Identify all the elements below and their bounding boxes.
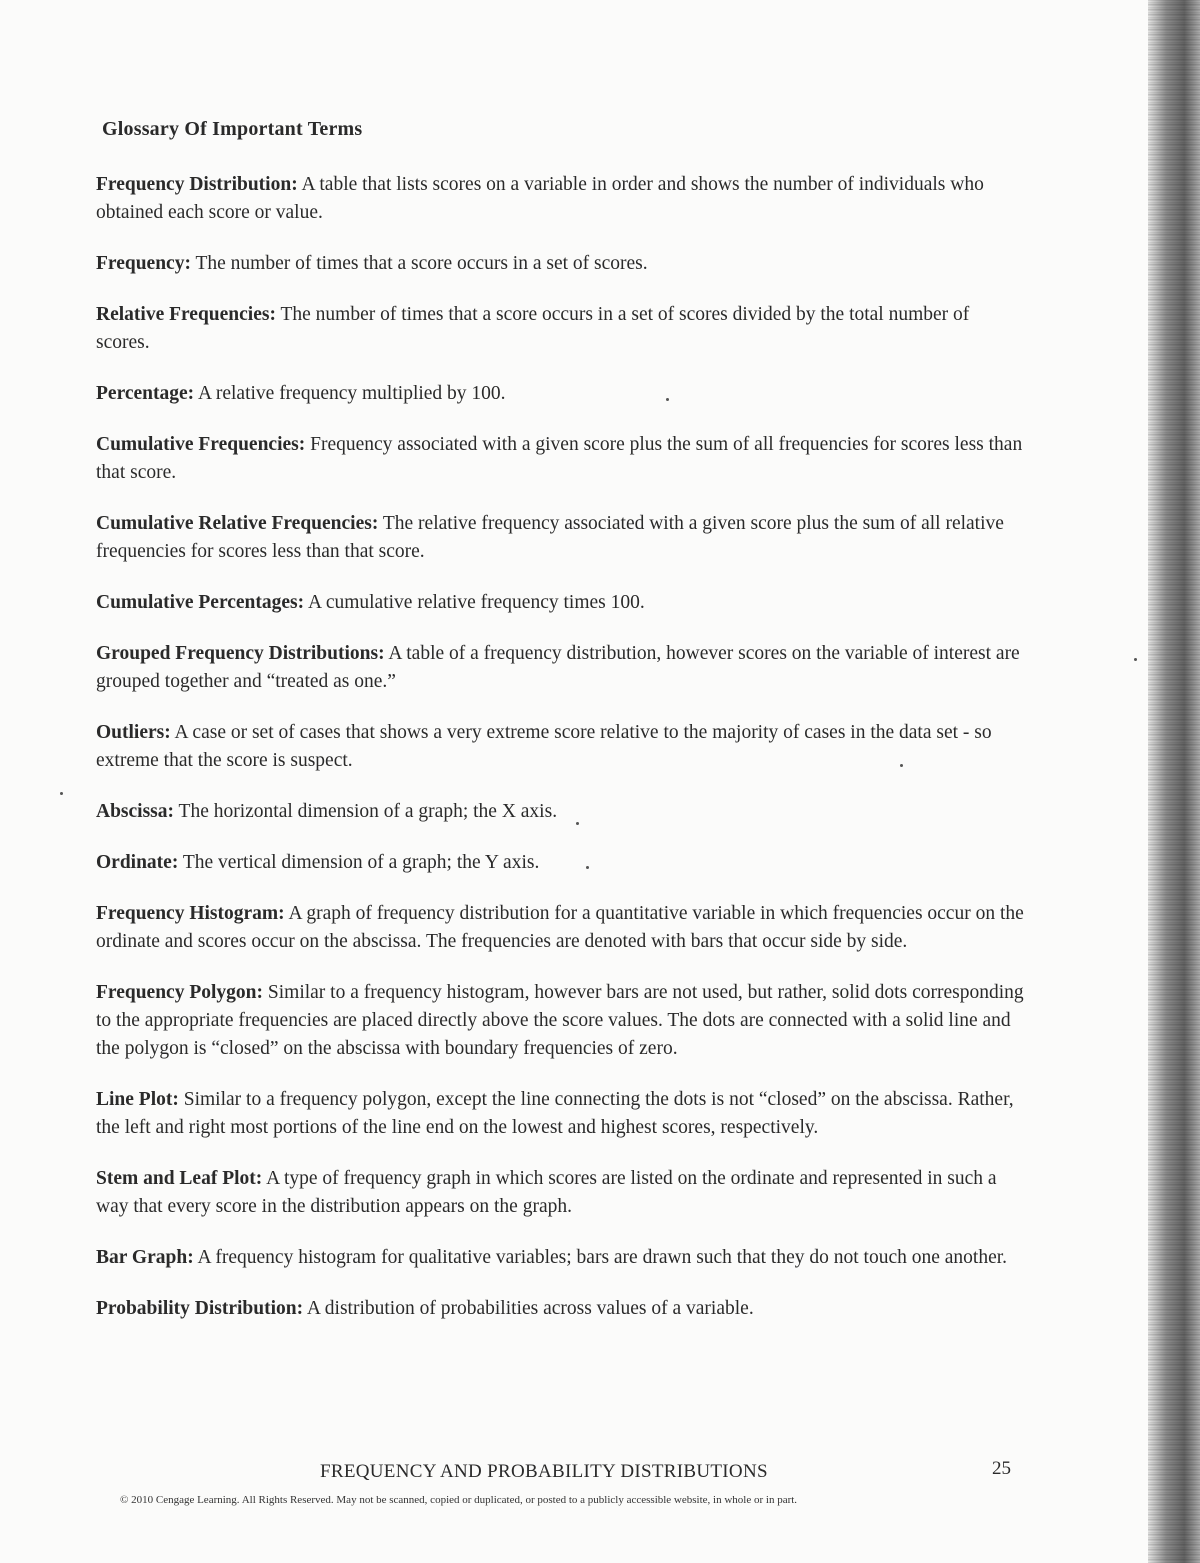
glossary-definition: Frequency associated with a given score plus the sum of all frequencies for scores less than that score.: [96, 434, 1023, 483]
glossary-entry: [96, 1244, 1026, 1272]
glossary-definition: The horizontal dimension of a graph; the X axis.: [174, 801, 558, 822]
glossary-entry: [96, 589, 1026, 617]
scan-edge-shadow: [1148, 0, 1200, 1563]
glossary-entry: [96, 640, 1026, 696]
glossary-term: Grouped Frequency Distributions:: [96, 643, 385, 664]
glossary-title: Glossary Of Important Terms: [102, 118, 363, 140]
glossary-term: Probability Distribution:: [96, 1298, 304, 1319]
glossary-term: Bar Graph:: [96, 1247, 194, 1268]
glossary-term: Frequency:: [96, 253, 191, 274]
glossary-term: Relative Frequencies:: [96, 304, 276, 325]
glossary-definition: The vertical dimension of a graph; the Y axis.: [178, 852, 540, 873]
glossary-definition: The number of times that a score occurs in a set of scores divided by the total number of scores.: [96, 304, 970, 353]
glossary-definition: A frequency histogram for qualitative variables; bars are drawn such that they do not touch one another.: [193, 1247, 1008, 1268]
glossary-entry: [96, 250, 1026, 278]
glossary-term: Cumulative Percentages:: [96, 592, 305, 613]
glossary-term: Outliers:: [96, 722, 171, 743]
glossary-definition: A case or set of cases that shows a very extreme score relative to the majority of cases in the data set - so extreme that the score is suspect.: [96, 722, 992, 771]
glossary-entry: [96, 510, 1026, 566]
glossary-entry: [96, 1086, 1026, 1142]
glossary-entry: [96, 979, 1026, 1063]
glossary-term: Cumulative Frequencies:: [96, 434, 306, 455]
glossary-section: [96, 118, 1026, 1346]
glossary-definition: A graph of frequency distribution for a quantitative variable in which frequencies occur on the ordinate and scores occur on the abscissa. The frequencies are denoted with bars that occur side by side.: [96, 903, 1024, 952]
glossary-term: Stem and Leaf Plot:: [96, 1168, 263, 1189]
page-number: 25: [992, 1458, 1011, 1479]
glossary-definition: A type of frequency graph in which scores are listed on the ordinate and represented in such a way that every score in the distribution appears on the graph.: [96, 1168, 997, 1217]
glossary-definition: The number of times that a score occurs in a set of scores.: [190, 253, 648, 274]
glossary-entry: [96, 1165, 1026, 1221]
glossary-entry: [96, 719, 1026, 775]
glossary-definition: A distribution of probabilities across values of a variable.: [303, 1298, 754, 1319]
glossary-definition: Similar to a frequency histogram, however bars are not used, but rather, solid dots corresponding to the appropriate frequencies are placed directly above the score values. The dots are connected with a solid line and the polygon is “closed” on the abscissa with boundary frequencies of zero.: [96, 982, 1024, 1059]
scan-speck: [1134, 658, 1137, 661]
glossary-entry: [96, 900, 1026, 956]
glossary-definition: A cumulative relative frequency times 100.: [304, 592, 645, 613]
glossary-entry: [96, 380, 1026, 408]
glossary-term: Frequency Distribution:: [96, 174, 298, 195]
glossary-definition: The relative frequency associated with a given score plus the sum of all relative frequencies for scores less than that score.: [96, 513, 1004, 562]
glossary-entry: [96, 1295, 1026, 1323]
glossary-definition: A table that lists scores on a variable in order and shows the number of individuals who obtained each score or value.: [96, 174, 984, 223]
glossary-entry: [96, 431, 1026, 487]
glossary-entry: [96, 798, 1026, 826]
glossary-term: Percentage:: [96, 383, 195, 404]
glossary-definition: A table of a frequency distribution, however scores on the variable of interest are grouped together and “treated as one.”: [96, 643, 1020, 692]
glossary-entry: [96, 301, 1026, 357]
glossary-definition: A relative frequency multiplied by 100.: [194, 383, 506, 404]
glossary-term: Frequency Polygon:: [96, 982, 264, 1003]
glossary-term: Line Plot:: [96, 1089, 179, 1110]
glossary-entry: [96, 849, 1026, 877]
glossary-term: Ordinate:: [96, 852, 179, 873]
scan-speck: [60, 792, 63, 795]
glossary-term: Abscissa:: [96, 801, 175, 822]
glossary-definition: Similar to a frequency polygon, except the line connecting the dots is not “closed” on the abscissa. Rather, the left and right most portions of the line end on the lowest and highest scores, respectively.: [96, 1089, 1014, 1138]
glossary-term: Cumulative Relative Frequencies:: [96, 513, 379, 534]
glossary-term: Frequency Histogram:: [96, 903, 285, 924]
footer-chapter-title: FREQUENCY AND PROBABILITY DISTRIBUTIONS: [320, 1461, 768, 1482]
copyright-notice: © 2010 Cengage Learning. All Rights Reserved. May not be scanned, copied or duplicated, or posted to a publicly accessible website, in whole or in part.: [120, 1494, 798, 1506]
glossary-entry: [96, 171, 1026, 227]
